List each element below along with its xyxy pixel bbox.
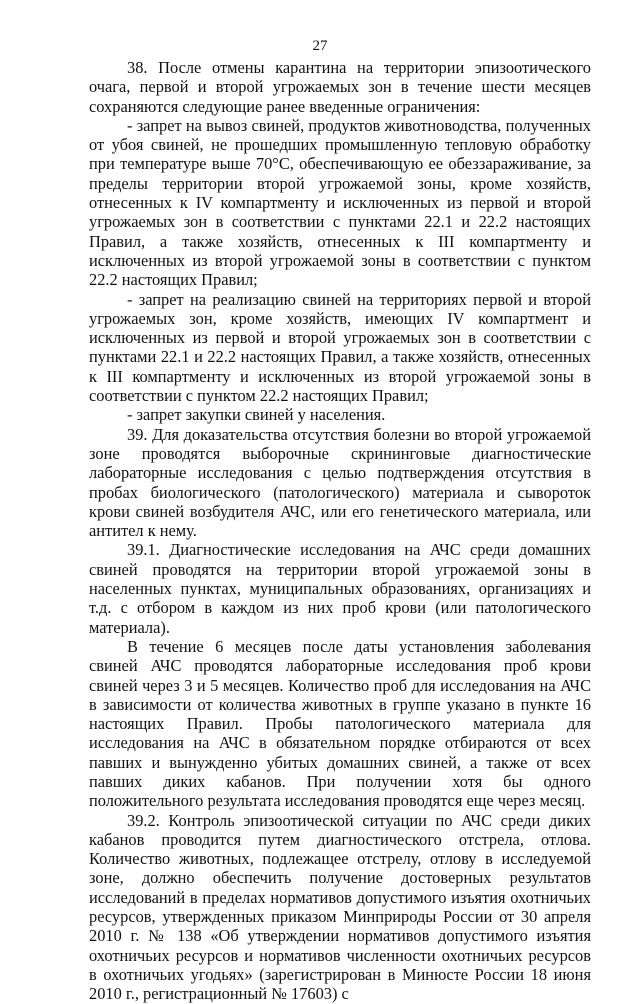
paragraph-restriction-purchase: - запрет закупки свиней у населения.	[127, 405, 386, 425]
paragraph-39-1: 39.1. Диагностические исследования на АЧС среди домашних свиней проводятся на территории второй угрожаемой зоны в населенных пунктах, муниципальных образованиях, организациях и т.д. с отбором в каждом из них проб крови (или патологического материала).	[89, 540, 591, 637]
paragraph-39: 39. Для доказательства отсутствия болезни во второй угрожаемой зоне проводятся выборочные скрининговые диагностические лабораторные исследования с целью подтверждения отсутствия в пробах биологического (патологического) материала и сывороток крови свиней возбудителя АЧС, или его генетического материала, или антител к нему.	[89, 424, 591, 541]
paragraph-6-months: В течение 6 месяцев после даты установления заболевания свиней АЧС проводятся лабораторные исследования проб крови свиней через 3 и 5 месяцев. Количество проб для исследования на АЧС в зависимости от количества животных в группе указано в пункте 16 настоящих Правил. Пробы патологического материала для исследования на АЧС в обязательном порядке отбираются от всех павших и вынужденно убитых домашних свиней, а также от всех павших диких кабанов. При получении хотя бы одного положительного результата исследования проводятся еще через месяц.	[89, 636, 591, 811]
paragraph-restriction-sale: - запрет на реализацию свиней на территориях первой и второй угрожаемых зон, кроме хозяйств, имеющих IV компартмент и исключенных из первой и второй угрожаемых зон в соответствии с пунктами 22.1 и 22.2 настоящих Правил, а также хозяйств, отнесенных к III компартменту и исключенных из второй угрожаемой зоны в соответствии с пунктом 22.2 настоящих Правил;	[89, 289, 591, 406]
paragraph-38: 38. После отмены карантина на территории эпизоотического очага, первой и второй угрожаемых зон в течение шести месяцев сохраняются следующие ранее введенные ограничения:	[89, 58, 591, 116]
page-number: 27	[312, 38, 328, 54]
paragraph-39-2: 39.2. Контроль эпизоотической ситуации по АЧС среди диких кабанов проводится путем диагностического отстрела, отлова. Количество животных, подлежащее отстрелу, отлову в исследуемой зоне, должно обеспечить получение достоверных результатов исследований в пределах нормативов допустимого изъятия охотничьих ресурсов, утвержденных приказом Минприроды России от 30 апреля 2010 г. № 138 «Об утверждении нормативов допустимого изъятия охотничьих ресурсов и нормативов численности охотничьих ресурсов в охотничьих угодьях» (зарегистрирован в Минюсте России 18 июня 2010 г., регистрационный № 17603) с	[89, 810, 591, 1004]
document-body	[89, 58, 591, 1004]
paragraph-restriction-export: - запрет на вывоз свиней, продуктов животноводства, полученных от убоя свиней, не прошедших промышленную тепловую обработку при температуре выше 70°С, обеспечивающую ее обеззараживание, за пределы территории второй угрожаемой зоны, кроме хозяйств, отнесенных к IV компартменту и исключенных из первой и второй угрожаемых зон в соответствии с пунктами 22.1 и 22.2 настоящих Правил, а также хозяйств, отнесенных к III компартменту и исключенных из второй угрожаемой зоны в соответствии с пунктом 22.2 настоящих Правил;	[89, 115, 591, 290]
